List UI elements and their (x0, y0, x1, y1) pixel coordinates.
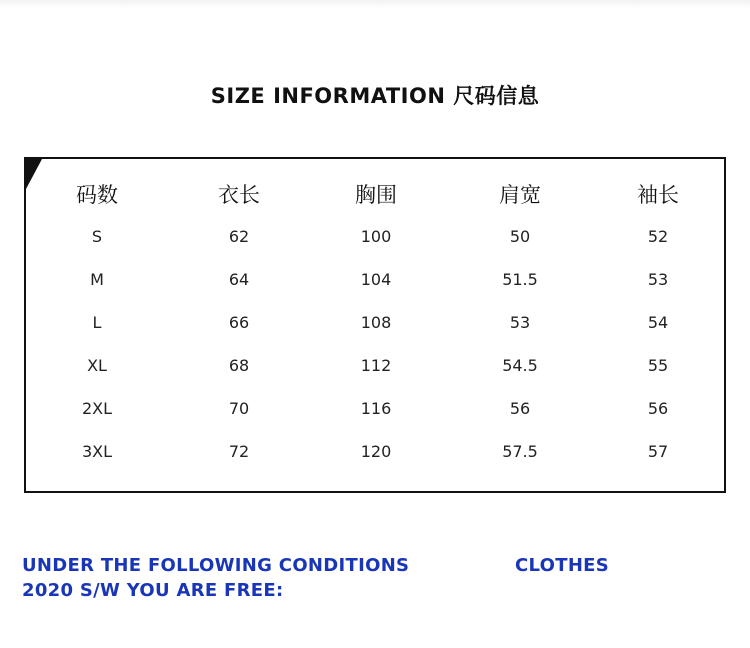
measurement-cell: 52 (647, 227, 669, 246)
footer-line-1: UNDER THE FOLLOWING CONDITIONS (22, 555, 410, 576)
measurement-cell: 72 (228, 442, 250, 461)
measurement-cell: 56 (509, 399, 531, 418)
measurement-cell: 57.5 (502, 442, 538, 461)
measurement-cell: 53 (647, 270, 669, 289)
measurement-cell: 50 (509, 227, 531, 246)
column-header: 袖长 (637, 183, 679, 207)
measurement-cell: 54.5 (502, 356, 538, 375)
size-label-cell: 3XL (81, 442, 113, 461)
measurement-cell: 64 (228, 270, 250, 289)
table-column (37, 159, 157, 491)
measurement-cell: 70 (228, 399, 250, 418)
footer-line-2: 2020 S/W YOU ARE FREE: (22, 580, 284, 601)
measurement-cell: 104 (360, 270, 392, 289)
measurement-cell: 62 (228, 227, 250, 246)
top-shadow (0, 0, 750, 8)
measurement-cell: 54 (647, 313, 669, 332)
column-header: 肩宽 (499, 183, 541, 207)
column-header: 码数 (76, 183, 118, 207)
size-table (24, 157, 726, 493)
measurement-cell: 51.5 (502, 270, 538, 289)
size-grid (26, 159, 724, 491)
column-header: 衣长 (218, 183, 260, 207)
measurement-cell: 57 (647, 442, 669, 461)
table-column (179, 159, 299, 491)
measurement-cell: 66 (228, 313, 250, 332)
measurement-cell: 112 (360, 356, 392, 375)
table-column (316, 159, 436, 491)
page-title: SIZE INFORMATION 尺码信息 (210, 84, 540, 108)
size-label-cell: L (92, 313, 102, 332)
measurement-cell: 68 (228, 356, 250, 375)
measurement-cell: 108 (360, 313, 392, 332)
measurement-cell: 120 (360, 442, 392, 461)
measurement-cell: 53 (509, 313, 531, 332)
measurement-cell: 55 (647, 356, 669, 375)
size-label-cell: 2XL (81, 399, 113, 418)
measurement-cell: 100 (360, 227, 392, 246)
footer-clothes: CLOTHES (515, 555, 610, 576)
table-column (460, 159, 580, 491)
table-column (598, 159, 718, 491)
measurement-cell: 116 (360, 399, 392, 418)
column-header: 胸围 (355, 183, 397, 207)
size-label-cell: XL (87, 356, 107, 375)
size-label-cell: M (90, 270, 104, 289)
size-label-cell: S (91, 227, 103, 246)
measurement-cell: 56 (647, 399, 669, 418)
